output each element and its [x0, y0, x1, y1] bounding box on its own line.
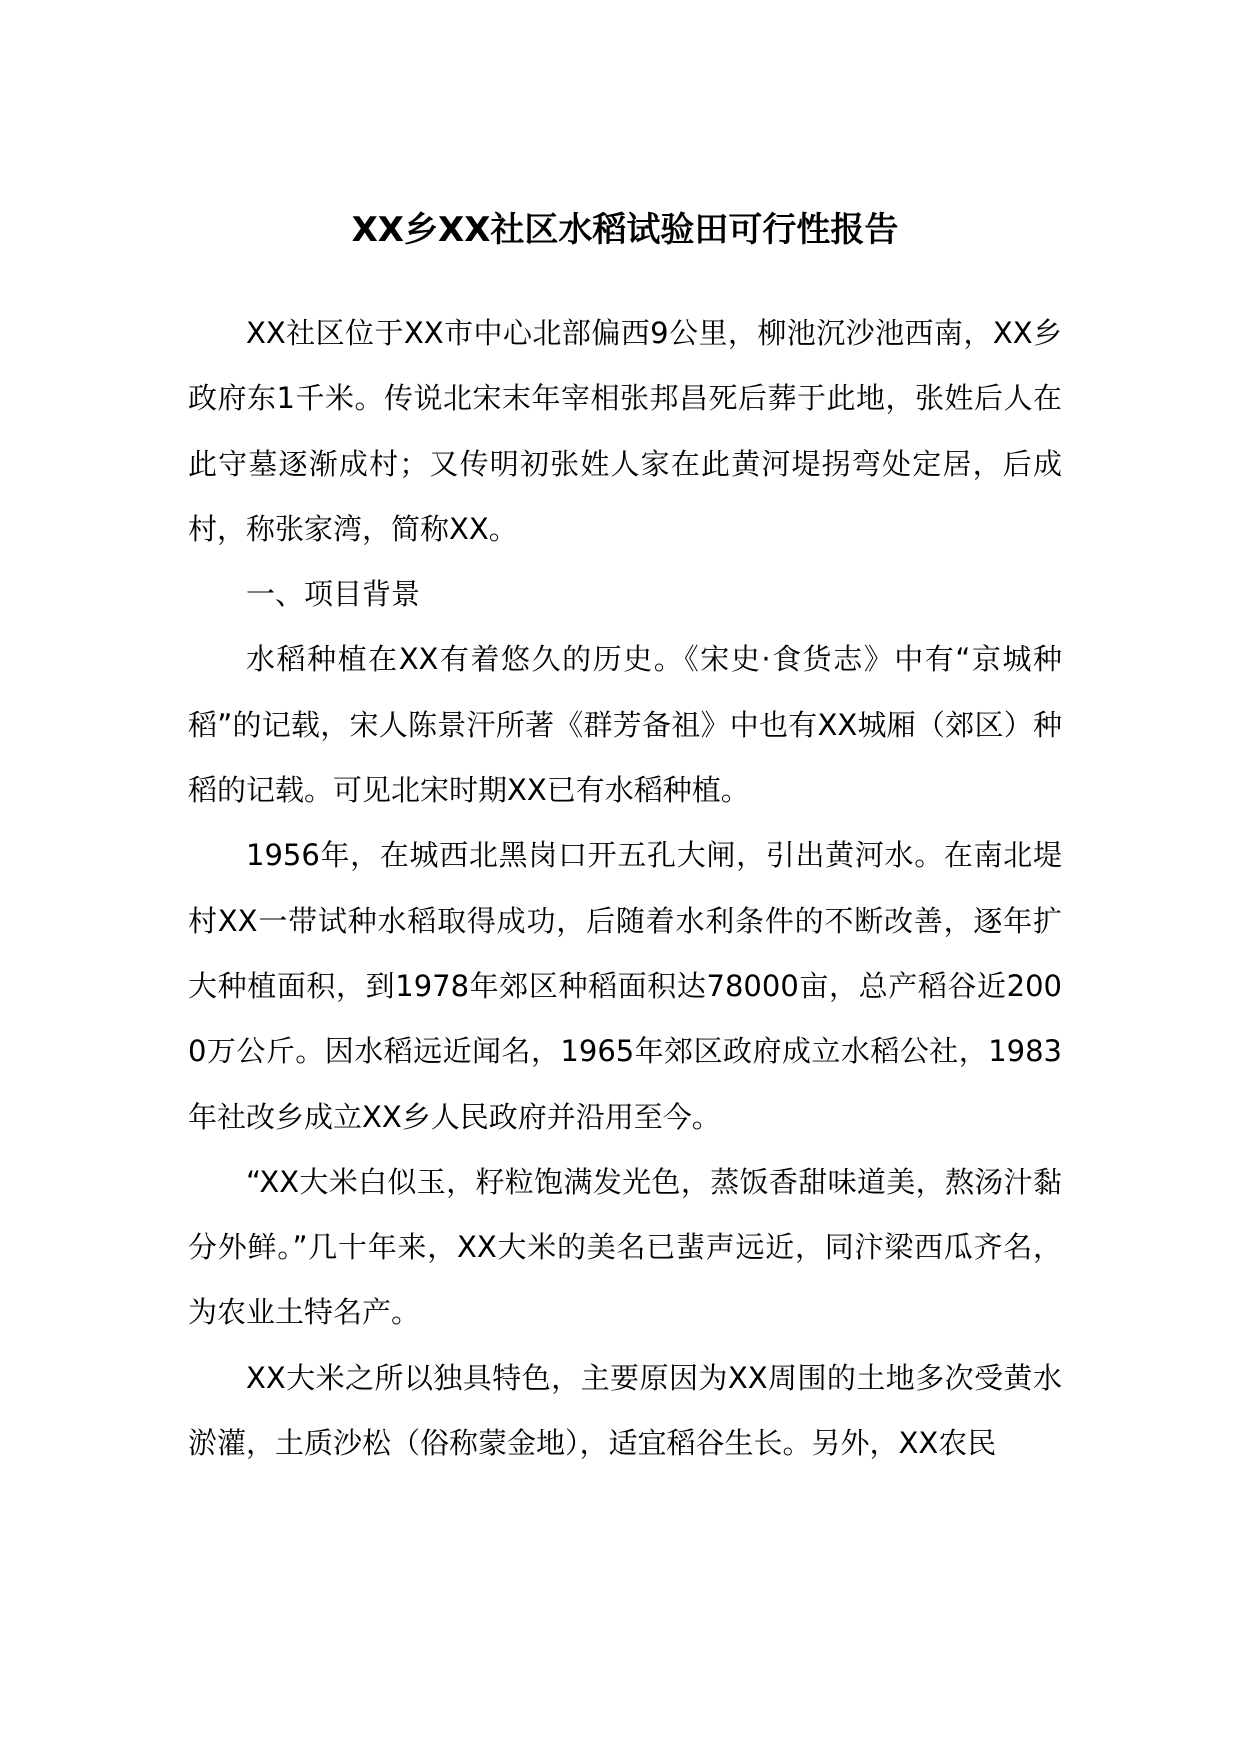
paragraph-history: 水稻种植在XX有着悠久的历史。《宋史·食货志》中有“京城种稻”的记载，宋人陈景汗所著《群芳备祖》中也有XX城厢（郊区）种稻的记载。可见北宋时期XX已有水稻种植。	[188, 642, 1062, 808]
paragraph-quote: “XX大米白似玉，籽粒饱满发光色，蒸饭香甜味道美，熬汤汁黏分外鲜。”几十年来，XX大米的美名已蜚声远近，同汴梁西瓜齐名，为农业土特名产。	[188, 1164, 1062, 1330]
section-heading-background: 一、项目背景	[246, 577, 421, 612]
paragraph-features: XX大米之所以独具特色，主要原因为XX周围的土地多次受黄水淤灌，土质沙松（俗称蒙金地），适宜稻谷生长。另外，XX农民	[188, 1360, 1062, 1461]
document-body	[188, 301, 1062, 1476]
paragraph-intro: XX社区位于XX市中心北部偏西9公里，柳池沉沙池西南，XX乡政府东1千米。传说北宋末年宰相张邦昌死后葬于此地，张姓后人在此守墓逐渐成村；又传明初张姓人家在此黄河堤拐弯处定居，后成村，称张家湾，简称XX。	[188, 316, 1062, 546]
document-title: XX乡XX社区水稻试验田可行性报告	[351, 210, 899, 250]
document-page	[188, 0, 1062, 1754]
paragraph-1956: 1956年，在城西北黑岗口开五孔大闸，引出黄河水。在南北堤村XX一带试种水稻取得成功，后随着水利条件的不断改善，逐年扩大种植面积，到1978年郊区种稻面积达78000亩，总产稻谷近2000万公斤。因水稻远近闻名，1965年郊区政府成立水稻公社，1983年社改乡成立XX乡人民政府并沿用至今。	[188, 838, 1062, 1134]
